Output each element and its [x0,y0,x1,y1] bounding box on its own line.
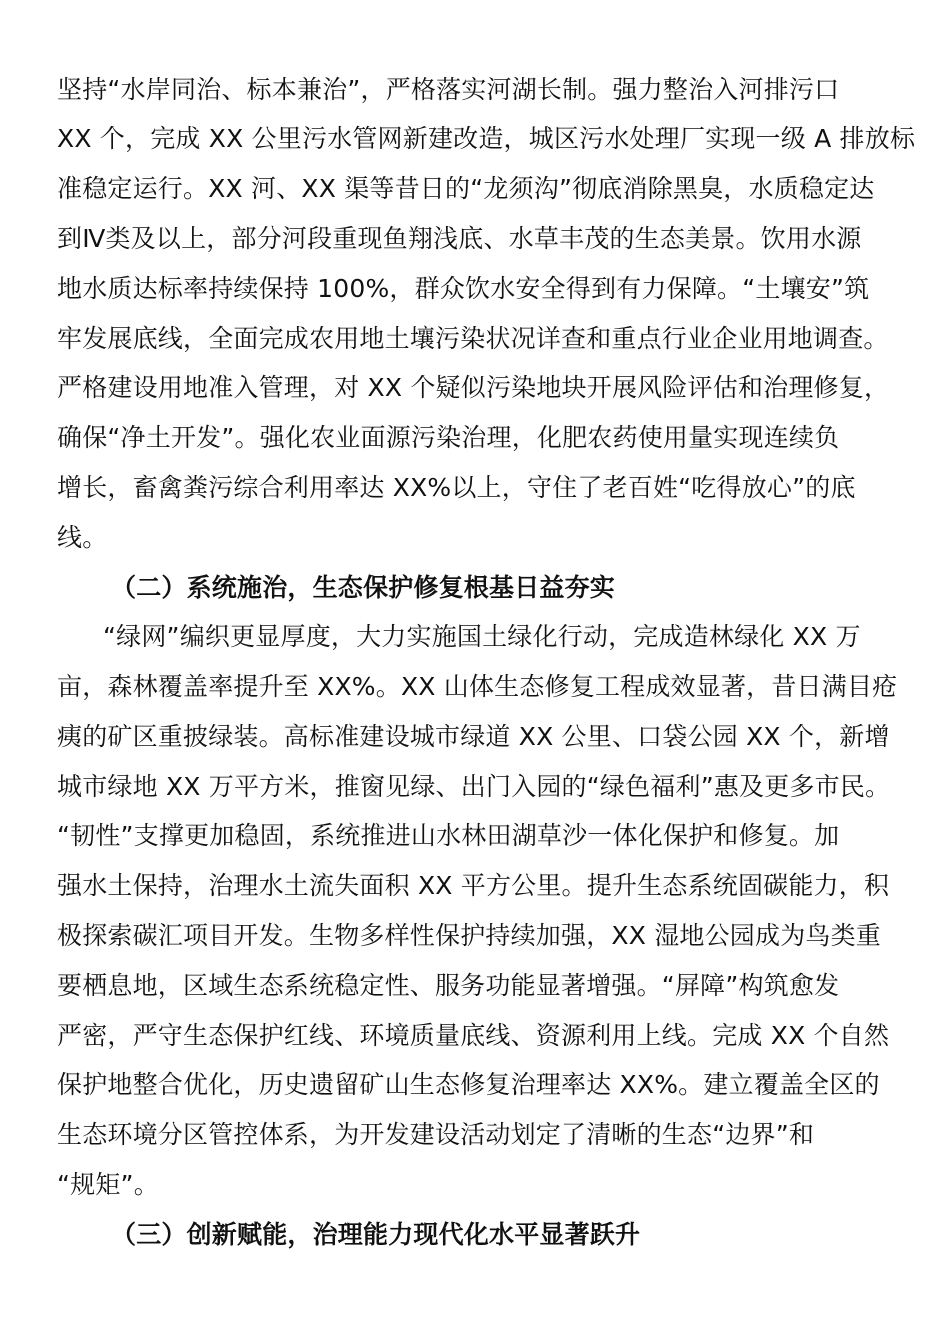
paragraph-line: 坚持“水岸同治、标本兼治”，严格落实河湖长制。强力整治入河排污口 [57,75,840,104]
section-heading-2: （二）系统施治，生态保护修复根基日益夯实 [111,573,616,602]
paragraph-line: 严密，严守生态保护红线、环境质量底线、资源利用上线。完成 XX 个自然 [57,1021,890,1050]
paragraph-line: XX 个，完成 XX 公里污水管网新建改造，城区污水处理厂实现一级 A 排放标 [57,124,916,153]
paragraph-line: 极探索碳汇项目开发。生物多样性保护持续加强，XX 湿地公园成为鸟类重 [57,921,882,950]
paragraph-line: 地水质达标率持续保持 100%，群众饮水安全得到有力保障。“土壤安”筑 [57,274,870,303]
paragraph-line: 城市绿地 XX 万平方米，推窗见绿、出门入园的“绿色福利”惠及更多市民。 [57,772,891,801]
paragraph-line: 生态环境分区管控体系，为开发建设活动划定了清晰的生态“边界”和 [57,1120,815,1149]
paragraph-line: 痍的矿区重披绿装。高标准建设城市绿道 XX 公里、口袋公园 XX 个，新增 [57,722,890,751]
paragraph-line: 增长，畜禽粪污综合利用率达 XX%以上，守住了老百姓“吃得放心”的底 [57,473,856,502]
paragraph-line: 牢发展底线，全面完成农用地土壤污染状况详查和重点行业企业用地调查。 [57,324,889,353]
paragraph-line: 严格建设用地准入管理，对 XX 个疑似污染地块开展风险评估和治理修复， [57,373,890,402]
paragraph-line: 强水土保持，治理水土流失面积 XX 平方公里。提升生态系统固碳能力，积 [57,871,890,900]
paragraph-line: “规矩”。 [57,1170,159,1199]
section-heading-3: （三）创新赋能，治理能力现代化水平显著跃升 [111,1220,641,1249]
paragraph-line: 要栖息地，区域生态系统稳定性、服务功能显著增强。“屏障”构筑愈发 [57,971,840,1000]
paragraph-line: 保护地整合优化，历史遗留矿山生态修复治理率达 XX%。建立覆盖全区的 [57,1070,880,1099]
paragraph-line: 准稳定运行。XX 河、XX 渠等昔日的“龙须沟”彻底消除黑臭，水质稳定达 [57,174,875,203]
paragraph-line: 到Ⅳ类及以上，部分河段重现鱼翔浅底、水草丰茂的生态美景。饮用水源 [57,224,862,253]
paragraph-line: “绿网”编织更显厚度，大力实施国土绿化行动，完成造林绿化 XX 万 [103,622,861,651]
paragraph-line: “韧性”支撑更加稳固，系统推进山水林田湖草沙一体化保护和修复。加 [57,821,840,850]
paragraph-line: 线。 [57,523,108,552]
paragraph-line: 亩，森林覆盖率提升至 XX%。XX 山体生态修复工程成效显著，昔日满目疮 [57,672,898,701]
paragraph-line: 确保“净土开发”。强化农业面源污染治理，化肥农药使用量实现连续负 [57,423,840,452]
